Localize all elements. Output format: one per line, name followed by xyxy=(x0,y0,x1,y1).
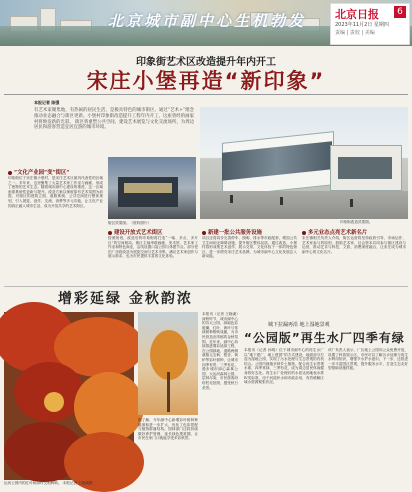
factory-kicker: 城下拉漏再沿 地上湿地景观 xyxy=(268,322,330,328)
autumn-leaves-photo xyxy=(4,312,134,480)
street-photo xyxy=(108,157,196,219)
issue-date: 2023年11月2日 星期四 xyxy=(335,22,389,28)
masthead-banner xyxy=(0,0,412,46)
divider xyxy=(4,286,408,287)
subhead-3: 新建一批公共服务设施 xyxy=(202,228,262,236)
autumn-headline: 增彩延绿 金秋韵浓 xyxy=(58,291,193,307)
architecture-photo xyxy=(200,107,408,219)
autumn-tree-photo xyxy=(138,312,198,415)
factory-headline: “公园版”再生水厂四季有绿 xyxy=(244,331,405,345)
banner-title: 北京城市副中心生机勃发 xyxy=(108,12,307,30)
body-col-2: 按照规划，改造后的印象街将打造“一轴、多点、多片区”的空间格局。街区主轴串联画廊、美术馆、艺术家工作室和特色商业，沿线设置口袋公园与休憩节点。部分老旧厂房将改造为展览空间与艺术市集，满足艺术家创作与展示需求，也为市民提供丰富的文化体验。 xyxy=(108,236,198,259)
autumn-body-b: 据了解，今年副中心新增彩叶树种种植面积进一步扩大，优化了色彩搭配与植物群落结构。园林部门还将持续做好养护管理，延长绿色观赏期，让市民在家门口就能享受多彩秋景。 xyxy=(138,418,198,441)
autumn-body: 本报讯（记者 王晓溪）深秋时节，城市副中心的各大公园、绿地色彩斑斓，红叶、黄叶与常绿树种相映成趣，为市民营造出浓郁的金秋氛围。近年来，副中心持续推进增彩延绿工程，在公园绿地、道路两侧栽植元宝枫、银杏、黄栌等彩叶树种，让城市四季有景、三季有花。漫步城市绿心森林公园、大运河森林公园，层林尽染，市民游客纷纷驻足拍照，感受秋日美景。 xyxy=(202,312,238,390)
body-col-1: 印象街位于宋庄镇小堡村，是宋庄艺术区最具代表性的区域之一。多年来，这里聚集了大量艺术家工作室与画廊，形成了独特的艺术生态。随着城市副中心建设的推进，这一区域亟需系统性更新与提升。改造方案以保留原有艺术氛围为前提，对街区的建筑立面、道路系统、公共空间进行整体规划，引入展览、创作、交流、消费等多元功能，让文化产业园真正融入城市生活，成为开放共享的艺术街区。 xyxy=(8,176,103,208)
editor-credits: 责编 | 责校 | 美编 xyxy=(335,30,375,36)
newspaper-logo xyxy=(330,3,410,45)
divider xyxy=(4,94,408,95)
lead-byline: 本报记者 陈强 xyxy=(34,100,60,105)
lead-kicker: 印象街艺术区改造提升年内开工 xyxy=(136,57,276,68)
subhead-1: “文化产业园”变“街区” xyxy=(8,168,70,176)
body-col-3: 项目还将同步完善停车、照明、排水等市政配套，增加公共卫生间和无障碍设施，提升街区整体品质。通过改造，小堡村将形成集艺术创作、展示交易、文化体验于一体的特色街区，进一步擦亮宋庄艺术品牌，为城市副中心文化发展注入新动能。 xyxy=(202,236,297,259)
factory-body: 本报讯（记者 孙明）位于城市副中心的再生水厂以“地下建厂、地上建园”的方式建设，地面部分打造为湿地公园，实现了污水处理与生态景观的有机结合。公园内栽植多种乡土植物，配合再生水景观水系，四季常绿、三季有花，成为周边居民休闲健身的好去处。再生水厂处理后的水质达到地表水准Ⅳ类标准，用于河道补水和市政杂用，有效缓解区域水资源紧张状况。 xyxy=(244,348,324,385)
paper-name: 北京日报 xyxy=(335,8,379,21)
subhead-4: 多元业态点亮艺术新名片 xyxy=(302,228,367,236)
architecture-caption: 印象街改造效果图。 xyxy=(340,220,373,224)
factory-body-b: 该厂负责人表示，厂区地上公园向公众免费开放，设置了科普展示区，市民可以了解污水处理与再生水利用知识，增强节水护水意识。下一步，还将进一步丰富园区景观，提升服务水平，打造生态友好型基础设施样板。 xyxy=(328,348,408,371)
lead-headline: 宋庄小堡再造“新印象” xyxy=(86,69,326,93)
lead-intro: 有艺术家聚集地，有热闹的居民生活，是极具特色的城市街区。通过“艺术+”理念推动业态融合与街区更新。小堡村印象街改造提升工程年内开工，这座曾经的画家村将焕发新的光彩。 街区将重塑公共空间，建设艺术展览与文化交流场所，为周边居民和游客营造宜居宜游的城市环境。 xyxy=(34,108,194,131)
body-col-4: 宋庄镇相关负责人介绍，街区运营将坚持政府引导、市场运作、艺术家参与的原则，鼓励艺术家、社会资本共同参与街区建设与运营，推动艺术与科技、文旅、消费深度融合，让宋庄成为城市副中心的文化名片。 xyxy=(302,236,406,254)
subhead-2: 建设开放式艺术街区 xyxy=(108,228,163,236)
page-number: 6 xyxy=(394,6,406,18)
autumn-caption: 运河公园内的红叶和绿叶交相辉映。 本报记者 王晓溪摄 xyxy=(4,481,93,485)
street-photo-caption: 街区效果图。（资料照片） xyxy=(108,221,152,225)
